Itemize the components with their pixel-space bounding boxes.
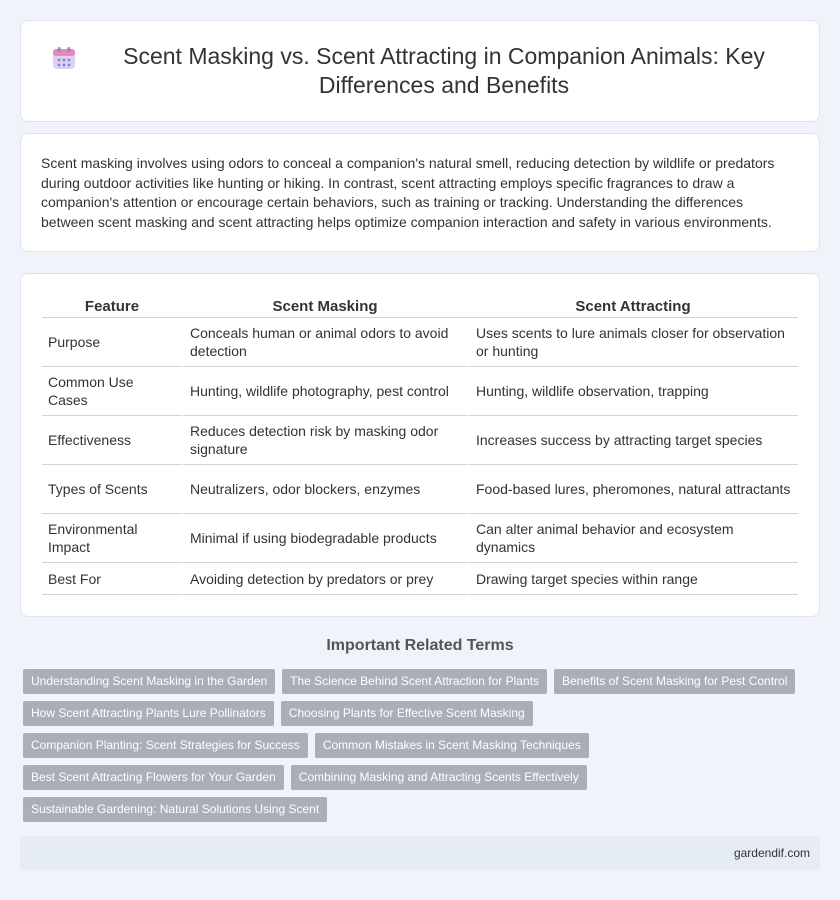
footer (20, 836, 820, 870)
table-cell-attracting: Increases success by attracting target species (468, 416, 798, 465)
page-title: Scent Masking vs. Scent Attracting in Companion Animals: Key Differences and Benefits (123, 43, 765, 98)
table-row (42, 465, 798, 514)
title-card (20, 20, 820, 122)
table-cell-masking: Neutralizers, odor blockers, enzymes (182, 465, 468, 514)
table-cell-masking: Reduces detection risk by masking odor signature (182, 416, 468, 465)
related-term-link[interactable]: Common Mistakes in Scent Masking Techniques (315, 733, 589, 758)
table-header-feature: Feature (42, 296, 182, 318)
calendar-icon (51, 45, 77, 71)
table-cell-attracting: Can alter animal behavior and ecosystem dynamics (468, 514, 798, 563)
table-cell-attracting: Uses scents to lure animals closer for observation or hunting (468, 318, 798, 367)
table-header-scent-masking: Scent Masking (182, 296, 468, 318)
related-term-link[interactable]: Combining Masking and Attracting Scents Effectively (291, 765, 587, 790)
comparison-table (42, 296, 798, 595)
table-row (42, 563, 798, 595)
table-header-row (42, 296, 798, 318)
table-header-scent-attracting: Scent Attracting (468, 296, 798, 318)
table-cell-attracting: Hunting, wildlife observation, trapping (468, 367, 798, 416)
related-term-link[interactable]: Benefits of Scent Masking for Pest Control (554, 669, 795, 694)
related-term-link[interactable]: Understanding Scent Masking in the Garden (23, 669, 275, 694)
table-cell-masking: Minimal if using biodegradable products (182, 514, 468, 563)
table-cell-masking: Hunting, wildlife photography, pest control (182, 367, 468, 416)
table-cell-feature: Best For (42, 563, 182, 595)
intro-paragraph: Scent masking involves using odors to conceal a companion's natural smell, reducing detection by wildlife or predators during outdoor activities like hunting or hiking. In contrast, scent attracting employs specific fragrances to draw a companion's attention or encourage certain behaviors, such as training or tracking. Understanding the differences between scent masking and scent attracting helps optimize companion interaction and safety in various environments. (41, 155, 775, 230)
related-terms-list (23, 669, 823, 829)
table-row (42, 514, 798, 563)
table-cell-masking: Conceals human or animal odors to avoid detection (182, 318, 468, 367)
table-cell-feature: Common Use Cases (42, 367, 182, 416)
related-term-link[interactable]: Choosing Plants for Effective Scent Masking (281, 701, 533, 726)
intro-card (20, 133, 820, 252)
related-term-link[interactable]: The Science Behind Scent Attraction for Plants (282, 669, 547, 694)
comparison-card (20, 273, 820, 617)
related-term-link[interactable]: How Scent Attracting Plants Lure Pollinators (23, 701, 274, 726)
table-cell-attracting: Food-based lures, pheromones, natural attractants (468, 465, 798, 514)
related-term-link[interactable]: Sustainable Gardening: Natural Solutions Using Scent (23, 797, 327, 822)
table-cell-masking: Avoiding detection by predators or prey (182, 563, 468, 595)
table-cell-attracting: Drawing target species within range (468, 563, 798, 595)
related-term-link[interactable]: Companion Planting: Scent Strategies for Success (23, 733, 308, 758)
table-cell-feature: Effectiveness (42, 416, 182, 465)
related-term-link[interactable]: Best Scent Attracting Flowers for Your Garden (23, 765, 284, 790)
table-row (42, 367, 798, 416)
table-cell-feature: Purpose (42, 318, 182, 367)
table-cell-feature: Environmental Impact (42, 514, 182, 563)
table-cell-feature: Types of Scents (42, 465, 182, 514)
table-row (42, 318, 798, 367)
table-row (42, 416, 798, 465)
related-terms-heading: Important Related Terms (326, 637, 514, 654)
footer-site-link[interactable]: gardendif.com (733, 846, 810, 860)
